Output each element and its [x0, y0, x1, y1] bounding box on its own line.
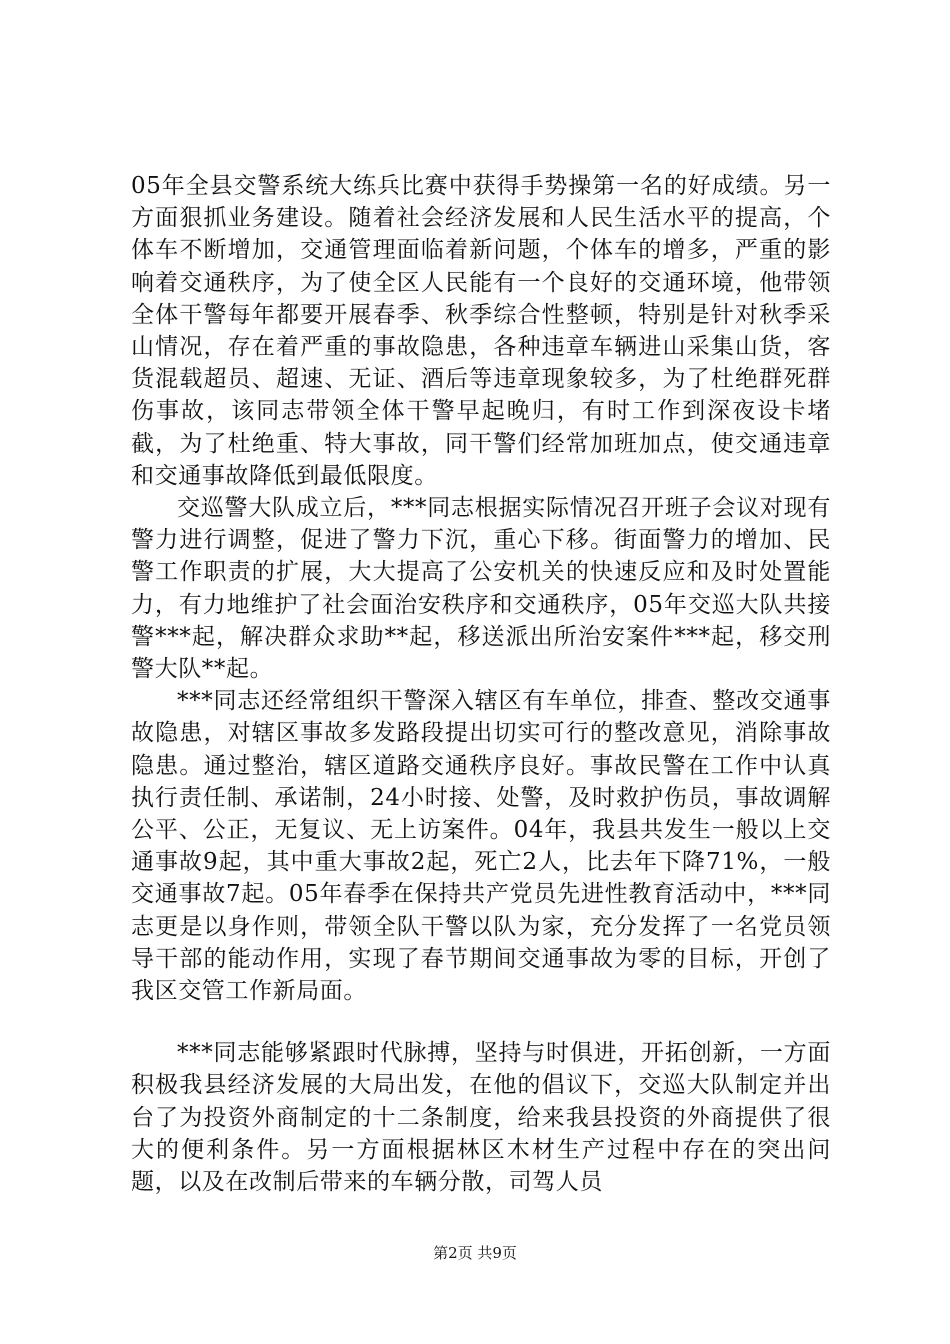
page-number-footer: 第2页 共9页 — [433, 1244, 517, 1262]
body-text — [131, 170, 831, 1198]
paragraph-3: ***同志还经常组织干警深入辖区有车单位，排查、整改交通事故隐患，对辖区事故多发路段提出切实可行的整改意见，消除事故隐患。通过整治，辖区道路交通秩序良好。事故民警在工作中认真执行责任制、承诺制，24小时接、处警，及时救护伤员，事故调解公平、公正，无复议、无上访案件。04年，我县共发生一般以上交通事故9起，其中重大事故2起，死亡2人，比去年下降71%，一般交通事故7起。05年春季在保持共产党员先进性教育活动中，***同志更是以身作则，带领全队干警以队为家，充分发挥了一名党员领导干部的能动作用，实现了春节期间交通事故为零的目标，开创了我区交管工作新局面。 — [131, 688, 831, 1005]
paragraph-1: 05年全县交警系统大练兵比赛中获得手势操第一名的好成绩。另一方面狠抓业务建设。随着社会经济发展和人民生活水平的提高，个体车不断增加，交通管理面临着新问题，个体车的增多，严重的影响着交通秩序，为了使全区人民能有一个良好的交通环境，他带领全体干警每年都要开展春季、秋季综合性整顿，特别是针对秋季采山情况，存在着严重的事故隐患，各种违章车辆进山采集山货，客货混载超员、超速、无证、酒后等违章现象较多，为了杜绝群死群伤事故，该同志带领全体干警早起晚归，有时工作到深夜设卡堵截，为了杜绝重、特大事故，同干警们经常加班加点，使交通违章和交通事故降低到最低限度。 — [131, 173, 831, 489]
paragraph-2: 交巡警大队成立后，***同志根据实际情况召开班子会议对现有警力进行调整，促进了警力下沉，重心下移。街面警力的增加、民警工作职责的扩展，大大提高了公安机关的快速反应和及时处置能力，有力地维护了社会面治安秩序和交通秩序，05年交巡大队共接警***起，解决群众求助**起，移送派出所治安案件***起，移交刑警大队**起。 — [131, 495, 831, 683]
paragraph-4: ***同志能够紧跟时代脉搏，坚持与时俱进，开拓创新，一方面积极我县经济发展的大局出发，在他的倡议下，交巡大队制定并出台了为投资外商制定的十二条制度，给来我县投资的外商提供了很大的便利条件。另一方面根据林区木材生产过程中存在的突出问题，以及在改制后带来的车辆分散，司驾人员 — [131, 1040, 831, 1196]
